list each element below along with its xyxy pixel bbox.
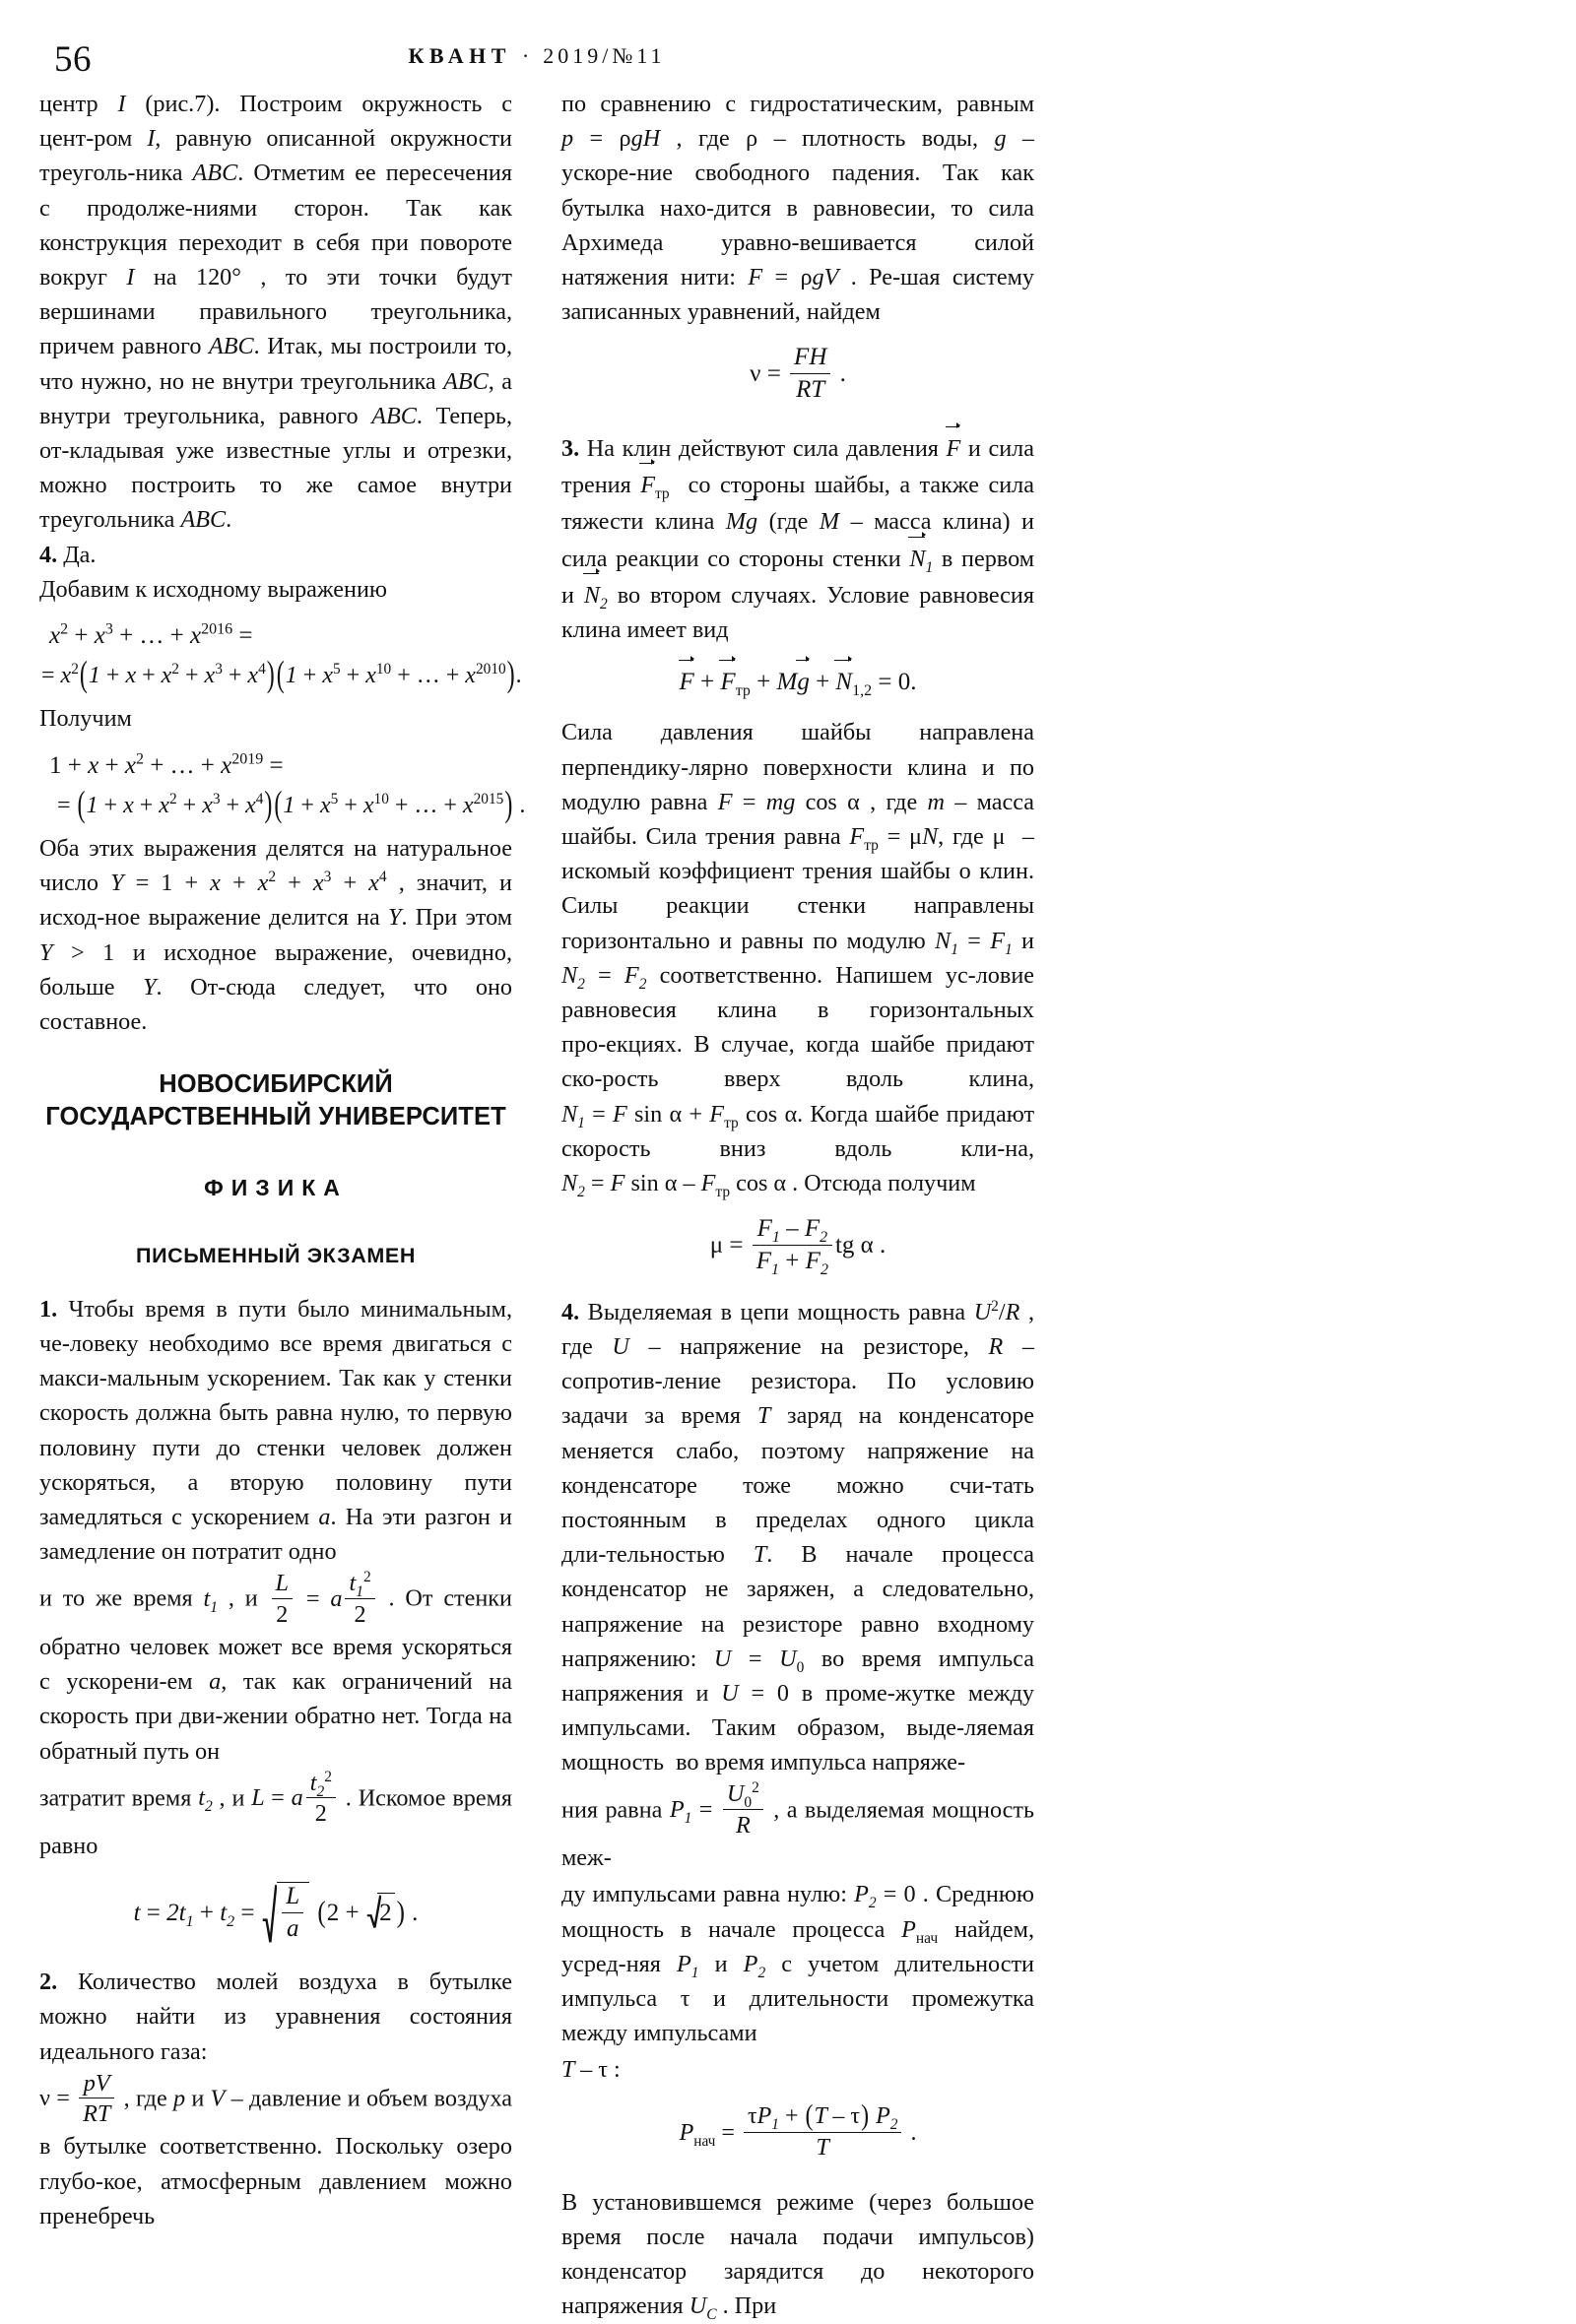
running-head	[0, 37, 1576, 83]
paragraph-math-continued: центр I (рис.7). Построим окружность с цент‑ром I, равную описанной окружности треуголь‑ника ABC. Отметим ее пересечения с продолже‑ниями сторон. Так как конструкция переходит в себя при повороте вокруг I на 120° , то эти точки будут вершинами правильного треугольника, причем равного ABC. Итак, мы построили то, что нужно, но не внутри треугольника ABC, а внутри треугольника, равного ABC. Теперь, от‑кладывая уже известные углы и отрезки, можно построить то же самое внутри треугольника ABC.	[39, 91, 512, 534]
paragraph-divisibility: Оба этих выражения делятся на натуральное число $Y = 1 + x + x^2 + x^3 + x^4$ , значит, и исход‑ное выражение делится на Y. При этом Y > 1 и исходное выражение, очевидно, больше Y. От‑сюда следует, что оно составное.	[39, 835, 513, 1036]
paragraph-poluchim: Получим	[39, 705, 132, 733]
problem-2-number: 2.	[39, 1969, 58, 1996]
paragraph-add-expression: Добавим к исходному выражению	[39, 575, 387, 603]
item-number: 4.	[39, 541, 58, 568]
journal-masthead	[0, 43, 1074, 69]
heading-university: НОВОСИБИРСКИЙ ГОСУДАРСТВЕННЫЙ УНИВЕРСИТЕТ	[45, 1070, 506, 1131]
heading-exam-type: ПИСЬМЕННЫЙ ЭКЗАМЕН	[136, 1244, 416, 1268]
heading-subject: ФИЗИКА	[204, 1175, 348, 1201]
problem-1-paragraph: 1. Чтобы время в пути было минимальным, че‑ловеку необходимо все время двигаться с макси‑мальным ускорением. Так как у стенки скорость должна быть равна нулю, то первую половину пути до стенки человек должен ускоряться, а вторую половину пути замедляться с ускорением a. На эти разгон и замедление он потратит одно	[39, 1295, 512, 1566]
problem-1-paragraph-formula-line: и то же время $t_1$ , и $\frac{L}{2}$ = a $\frac{t_1^2}{2}$ . От стенки обратно человек может все время ускоряться с ускорени‑ем a, так как ограничений на скорость при дви‑жении обратно нет. Тогда на обратный путь он	[39, 1569, 512, 1765]
problem-2-continued-paragraph: по сравнению с гидростатическим, равным p = ρgH , где ρ – плотность воды, g – ускоре‑ние свободного падения. Так как бутылка нахо‑дится в равновесии, то сила Архимеда уравно‑вешивается силой натяжения нити: F = ρgV . Ре‑шая систему записанных уравнений, найдем	[561, 91, 1035, 326]
problem-3-paragraph-b: Сила давления шайбы направлена перпендику‑лярно поверхности клина и по модулю равна F = mg cos α , где m – масса шайбы. Сила трения равна $F_{тр} = \mu N$, где μ – искомый коэффициент трения шайбы о клин. Силы реакции стенки направлены горизонтально и равны по модулю $N_1 = F_1$ и $N_2 = F_2$ соответственно. Напишем ус‑ловие равновесия клина в горизонтальных про‑екциях. В случае, когда шайбе придают ско‑рость вверх вдоль клина, $N_1 = F$ $\sin \alpha + F_{тр}$ cos α. Когда шайбе придают скорость вниз вдоль кли‑на, $N_2 = F$ sin α – $F_{тр}$ cos α . Отсюда получим	[561, 719, 1035, 1200]
item-answer: Да.	[63, 541, 97, 568]
problem-1-number: 1.	[39, 1295, 58, 1323]
problem-2-paragraph: 2. Количество молей воздуха в бутылке можно найти из уравнения состояния идеального газа:	[39, 1969, 512, 2065]
left-column	[39, 87, 526, 2233]
problem-3-mu-formula: μ = $\frac{F_1 - F_2}{F_1 + F_2}$ tg α .	[709, 1214, 886, 1278]
problem-1-paragraph-t2: затратит время $t_2$ , и L = a $\frac{t_2^2}{2}$ . Искомое время равно	[39, 1768, 513, 1860]
formula-2-line-2: = $(1 + x + x^2 + x^3 + x^4)(1 + x^5 + x^{10}$ + … + $x^{2015}$) .	[57, 785, 526, 825]
problem-4-paragraph-p1: ния равна $P_1$ = $\frac{U_0^2}{R}$ , а выделяемая мощность меж‑	[561, 1779, 1034, 1872]
journal-name: КВАНТ	[408, 43, 511, 68]
problem-2-paragraph-nu: ν = $\frac{pV}{RT}$ , где p и V – давление и объем воздуха в бутылке соответственно. Поскольку озеро глубо‑кое, атмосферным давлением можно пренебречь	[39, 2069, 512, 2229]
problem-4-tau-line: T – τ :	[561, 2056, 621, 2084]
problem-4-paragraph-p2: ду импульсами равна нулю: $P_2 = 0$ . Среднюю мощность в начале процесса $P_{нач}$ найдем, усред‑няя $P_1$ и $P_2$ с учетом длительности импульса τ и длительности промежутка между импульсами	[561, 1881, 1035, 2047]
formula-1-line-2: = $x^2(1 + x + x^2 + x^3 + x^4)(1 + x^5 + x^{10}$ + … + $x^{2010}$).	[41, 655, 522, 696]
problem-4-paragraph-steady: В установившемся режиме (через большое время после начала подачи импульсов) конденсатор зарядится до некоторого напряжения $U_C$ . При	[561, 2188, 1034, 2324]
formula-2-line-1: $1 + x + x^2$ + … + $x^{2019}$ =	[49, 750, 284, 779]
formula-1-line-1: $x^2 + x^3$ + … + $x^{2016}$ =	[49, 620, 253, 650]
problem-4-number: 4.	[561, 1298, 580, 1325]
journal-issue: 2019/№11	[543, 43, 666, 68]
problem-3-equilibrium-formula: $F + F_{тр} + Mg + N_{1,2} = 0$.	[561, 663, 1034, 699]
problem-3-number: 3.	[561, 434, 580, 462]
problem-4-paragraph: 4. Выделяемая в цепи мощность равна $U^2/R$ , где U – напряжение на резисторе, R – сопротив‑ление резистора. По условию задачи за время T заряд на конденсаторе меняется слабо, поэтому напряжение на конденсаторе тоже можно счи‑тать постоянным в пределах одного цикла дли‑тельностью T. В начале процесса конденсатор не заряжен, а следовательно, напряжение на резисторе равно входному напряжению: $U = U_0$ во время импульса напряжения и U = 0 в проме‑жутке между импульсами. Таким образом, выде‑ляемая мощность во время импульса напряже‑	[561, 1297, 1035, 1776]
problem-3-paragraph: 3. На клин действуют сила давления F и сила трения $F_{тр}$ со стороны шайбы, а также сила тяжести клина Mg (где M – масса клина) и сила реакции со стороны стенки $N_1$ в первом и $N_2$ во втором случаях. Условие равновесия клина имеет вид	[561, 429, 1034, 647]
problem-1-display-formula: $t = 2t_1 + t_2$ = $\frac{L}{a}$ (2 + 2 ) .	[39, 1882, 512, 1946]
problem-4-pnach-formula: $P_{нач}$ = $\frac{\tau P_1 + (T - \tau) P_2}{T}$ .	[679, 2100, 917, 2162]
item-4-answer-line	[39, 538, 512, 572]
page-number: 56	[54, 39, 92, 80]
right-column	[561, 87, 1034, 2324]
problem-2-display-formula: ν = $\frac{FH}{RT}$ .	[750, 344, 846, 403]
masthead-separator: ·	[521, 43, 533, 68]
